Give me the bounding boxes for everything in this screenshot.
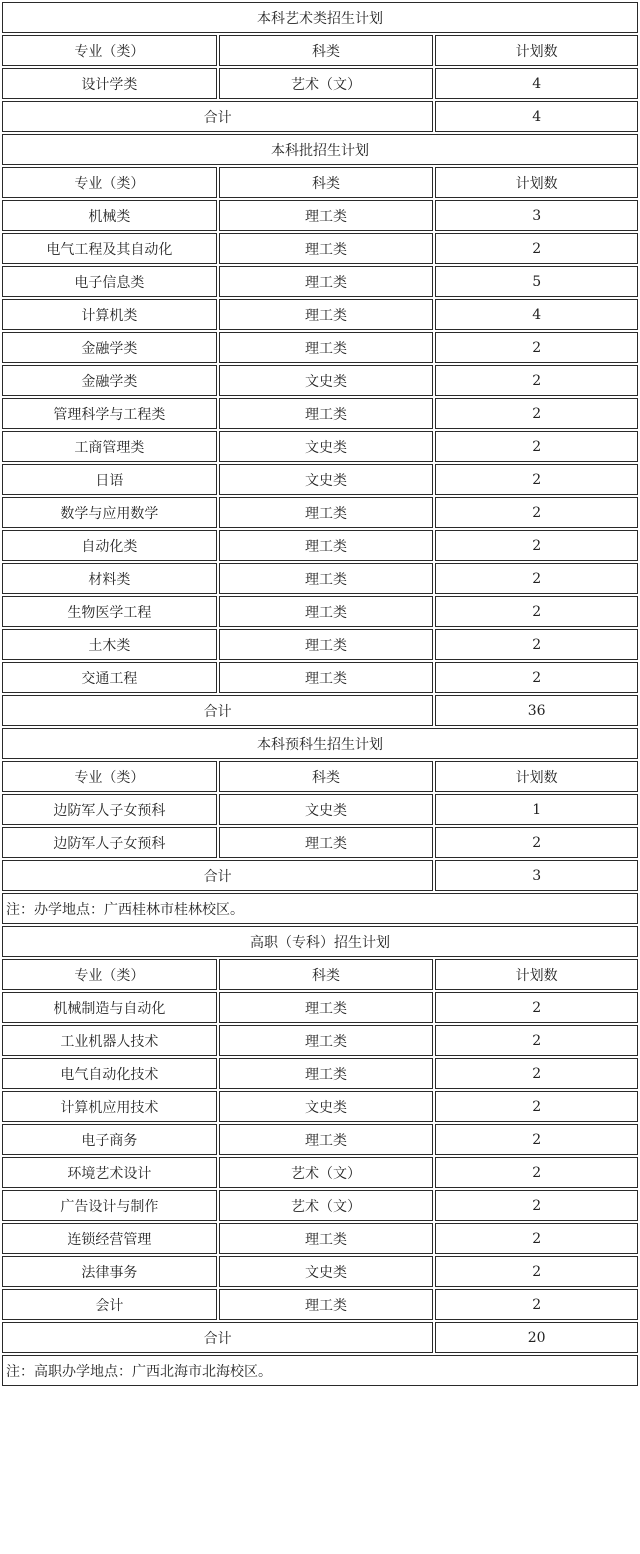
count-cell: 3 — [435, 200, 638, 231]
category-cell: 理工类 — [219, 266, 434, 297]
note-row — [2, 893, 638, 924]
header-category: 科类 — [219, 167, 434, 198]
category-cell: 文史类 — [219, 431, 434, 462]
count-cell: 1 — [435, 794, 638, 825]
table-row — [2, 1058, 638, 1089]
section-title-row — [2, 2, 638, 33]
category-cell: 理工类 — [219, 629, 434, 660]
section-title-row — [2, 728, 638, 759]
section-title: 本科批招生计划 — [2, 134, 638, 165]
header-count: 计划数 — [435, 35, 638, 66]
table-row — [2, 1025, 638, 1056]
total-label: 合计 — [2, 695, 433, 726]
table-row — [2, 827, 638, 858]
total-value: 36 — [435, 695, 638, 726]
table-row — [2, 1223, 638, 1254]
count-cell: 2 — [435, 530, 638, 561]
category-cell: 理工类 — [219, 233, 434, 264]
category-cell: 理工类 — [219, 1058, 434, 1089]
table-row — [2, 233, 638, 264]
header-row — [2, 959, 638, 990]
total-row — [2, 695, 638, 726]
category-cell: 理工类 — [219, 497, 434, 528]
major-cell: 交通工程 — [2, 662, 217, 693]
major-cell: 机械制造与自动化 — [2, 992, 217, 1023]
count-cell: 2 — [435, 662, 638, 693]
table-row — [2, 464, 638, 495]
total-value: 20 — [435, 1322, 638, 1353]
header-count: 计划数 — [435, 167, 638, 198]
category-cell: 理工类 — [219, 827, 434, 858]
header-row — [2, 35, 638, 66]
major-cell: 法律事务 — [2, 1256, 217, 1287]
category-cell: 理工类 — [219, 200, 434, 231]
count-cell: 2 — [435, 497, 638, 528]
header-row — [2, 761, 638, 792]
major-cell: 设计学类 — [2, 68, 217, 99]
major-cell: 计算机应用技术 — [2, 1091, 217, 1122]
table-row — [2, 1124, 638, 1155]
total-row — [2, 1322, 638, 1353]
category-cell: 理工类 — [219, 662, 434, 693]
plan-table-body — [2, 2, 638, 1386]
table-row — [2, 596, 638, 627]
category-cell: 理工类 — [219, 299, 434, 330]
count-cell: 2 — [435, 827, 638, 858]
category-cell: 艺术（文） — [219, 1190, 434, 1221]
major-cell: 管理科学与工程类 — [2, 398, 217, 429]
table-row — [2, 497, 638, 528]
count-cell: 2 — [435, 1256, 638, 1287]
major-cell: 电气自动化技术 — [2, 1058, 217, 1089]
major-cell: 材料类 — [2, 563, 217, 594]
major-cell: 计算机类 — [2, 299, 217, 330]
count-cell: 2 — [435, 1091, 638, 1122]
table-row — [2, 563, 638, 594]
major-cell: 金融学类 — [2, 365, 217, 396]
table-row — [2, 992, 638, 1023]
table-row — [2, 332, 638, 363]
header-count: 计划数 — [435, 761, 638, 792]
section-title: 本科艺术类招生计划 — [2, 2, 638, 33]
table-row — [2, 398, 638, 429]
category-cell: 艺术（文） — [219, 68, 434, 99]
major-cell: 生物医学工程 — [2, 596, 217, 627]
count-cell: 5 — [435, 266, 638, 297]
category-cell: 理工类 — [219, 596, 434, 627]
count-cell: 2 — [435, 464, 638, 495]
table-row — [2, 365, 638, 396]
total-label: 合计 — [2, 860, 433, 891]
major-cell: 电子信息类 — [2, 266, 217, 297]
header-major: 专业（类） — [2, 35, 217, 66]
total-value: 4 — [435, 101, 638, 132]
table-row — [2, 431, 638, 462]
category-cell: 理工类 — [219, 1124, 434, 1155]
table-row — [2, 299, 638, 330]
category-cell: 文史类 — [219, 464, 434, 495]
section-title: 高职（专科）招生计划 — [2, 926, 638, 957]
total-row — [2, 860, 638, 891]
total-value: 3 — [435, 860, 638, 891]
major-cell: 电子商务 — [2, 1124, 217, 1155]
total-label: 合计 — [2, 101, 433, 132]
count-cell: 2 — [435, 398, 638, 429]
table-row — [2, 1157, 638, 1188]
header-major: 专业（类） — [2, 761, 217, 792]
major-cell: 环境艺术设计 — [2, 1157, 217, 1188]
count-cell: 2 — [435, 596, 638, 627]
major-cell: 数学与应用数学 — [2, 497, 217, 528]
major-cell: 自动化类 — [2, 530, 217, 561]
major-cell: 广告设计与制作 — [2, 1190, 217, 1221]
header-major: 专业（类） — [2, 959, 217, 990]
count-cell: 2 — [435, 563, 638, 594]
category-cell: 理工类 — [219, 530, 434, 561]
header-count: 计划数 — [435, 959, 638, 990]
category-cell: 文史类 — [219, 1091, 434, 1122]
total-label: 合计 — [2, 1322, 433, 1353]
header-category: 科类 — [219, 35, 434, 66]
major-cell: 会计 — [2, 1289, 217, 1320]
category-cell: 理工类 — [219, 992, 434, 1023]
count-cell: 2 — [435, 992, 638, 1023]
table-row — [2, 1091, 638, 1122]
section-title-row — [2, 926, 638, 957]
count-cell: 2 — [435, 1190, 638, 1221]
table-row — [2, 530, 638, 561]
category-cell: 理工类 — [219, 1289, 434, 1320]
header-category: 科类 — [219, 761, 434, 792]
count-cell: 2 — [435, 1223, 638, 1254]
table-row — [2, 266, 638, 297]
header-major: 专业（类） — [2, 167, 217, 198]
location-note: 注：办学地点：广西桂林市桂林校区。 — [2, 893, 638, 924]
count-cell: 2 — [435, 1289, 638, 1320]
major-cell: 电气工程及其自动化 — [2, 233, 217, 264]
category-cell: 艺术（文） — [219, 1157, 434, 1188]
header-category: 科类 — [219, 959, 434, 990]
table-row — [2, 1289, 638, 1320]
count-cell: 4 — [435, 68, 638, 99]
major-cell: 日语 — [2, 464, 217, 495]
total-row — [2, 101, 638, 132]
location-note: 注：高职办学地点：广西北海市北海校区。 — [2, 1355, 638, 1386]
major-cell: 边防军人子女预科 — [2, 794, 217, 825]
major-cell: 连锁经营管理 — [2, 1223, 217, 1254]
category-cell: 理工类 — [219, 398, 434, 429]
count-cell: 2 — [435, 1124, 638, 1155]
count-cell: 2 — [435, 431, 638, 462]
table-row — [2, 629, 638, 660]
table-row — [2, 662, 638, 693]
major-cell: 土木类 — [2, 629, 217, 660]
count-cell: 2 — [435, 365, 638, 396]
major-cell: 工商管理类 — [2, 431, 217, 462]
count-cell: 2 — [435, 1157, 638, 1188]
category-cell: 理工类 — [219, 563, 434, 594]
table-row — [2, 68, 638, 99]
table-row — [2, 794, 638, 825]
header-row — [2, 167, 638, 198]
count-cell: 2 — [435, 233, 638, 264]
category-cell: 文史类 — [219, 365, 434, 396]
category-cell: 理工类 — [219, 1223, 434, 1254]
major-cell: 工业机器人技术 — [2, 1025, 217, 1056]
section-title: 本科预科生招生计划 — [2, 728, 638, 759]
count-cell: 2 — [435, 629, 638, 660]
count-cell: 2 — [435, 1025, 638, 1056]
table-row — [2, 200, 638, 231]
major-cell: 机械类 — [2, 200, 217, 231]
major-cell: 金融学类 — [2, 332, 217, 363]
count-cell: 2 — [435, 332, 638, 363]
note-row — [2, 1355, 638, 1386]
table-row — [2, 1190, 638, 1221]
count-cell: 4 — [435, 299, 638, 330]
category-cell: 理工类 — [219, 332, 434, 363]
category-cell: 文史类 — [219, 1256, 434, 1287]
table-row — [2, 1256, 638, 1287]
category-cell: 文史类 — [219, 794, 434, 825]
section-title-row — [2, 134, 638, 165]
count-cell: 2 — [435, 1058, 638, 1089]
category-cell: 理工类 — [219, 1025, 434, 1056]
major-cell: 边防军人子女预科 — [2, 827, 217, 858]
